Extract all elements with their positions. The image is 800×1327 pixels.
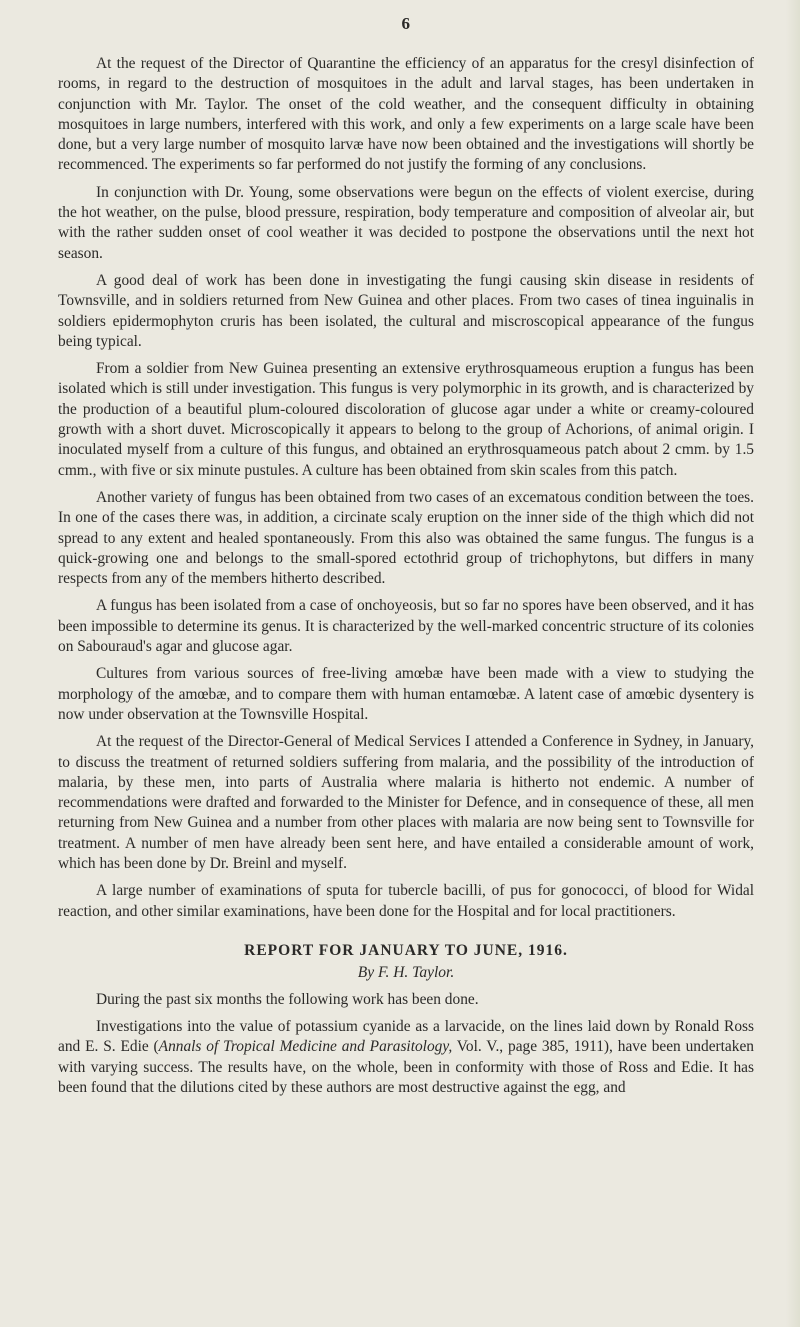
- paragraph-text-start: Investigations into the value of potassium cyanide as a larvacide, on the lines laid down by Ronald Ross and E. S. Edie (: [58, 1018, 754, 1056]
- paragraph-text-end: Vol. V., page 385, 1911), have been undertaken with varying success. The results have, on the whole, been in conformity with those of Ross and Edie. It has been found that the dilutions cited by these authors are most destructive against the egg, and: [58, 1038, 754, 1097]
- paragraph-onchoyeosis-fungus: A fungus has been isolated from a case of onchoyeosis, but so far no spores have been observed, and it has been impossible to determine its genus. It is characterized by the well-marked concentric structure of its colonies on Sabouraud's agar and glucose agar.: [58, 597, 754, 656]
- page-number: 6: [401, 14, 411, 33]
- paragraph-fungi-investigation: A good deal of work has been done in investigating the fungi causing skin disease in residents of Townsville, and in soldiers returned from New Guinea and other places. From two cases of tinea inguinalis in soldiers epidermophyton cruris has been isolated, the cultural and miscroscopical appearance of the fungus being typical.: [58, 271, 754, 350]
- paragraph-new-guinea-fungus: From a soldier from New Guinea presenting an extensive erythrosquameous eruption a fungus has been isolated which is still under investigation. This fungus is very polymorphic in its growth, and is characterized by the production of a beautiful plum-coloured discoloration of glucose agar under a white or creamy-coloured growth with a short duvet. Microscopically it appears to belong to the group of Achorions, of animal origin. I inoculated myself from a culture of this fungus, and obtained an erythrosquameous patch about 2 cmm. by 1.5 cmm., with five or six minute pustules. A culture has been obtained from skin scales from this patch.: [58, 360, 754, 479]
- paragraph-exercise-observations: In conjunction with Dr. Young, some observations were begun on the effects of violent exercise, during the hot weather, on the pulse, blood pressure, respiration, body temperature and composition of alveolar air, but with the rather sudden onset of cool weather it was decided to postpone the observations until the next hot season.: [58, 183, 754, 262]
- paragraph-potassium-cyanide: [58, 1017, 754, 1098]
- paragraph-examinations: A large number of examinations of sputa for tubercle bacilli, of pus for gonococci, of blood for Widal reaction, and other similar examinations, have been done for the Hospital and for local practitioners.: [58, 882, 754, 920]
- page-edge-shading: [786, 0, 800, 1327]
- paragraph-disinfection: At the request of the Director of Quarantine the efficiency of an apparatus for the cresyl disinfection of rooms, in regard to the destruction of mosquitoes in the adult and larval stages, has been undertaken in conjunction with Mr. Taylor. The onset of the cold weather, and the consequent difficulty in obtaining mosquitoes in large numbers, interfered with this work, and only a few experiments on a large scale have been done, but a very large number of mosquito larvæ have now been obtained and the investigations will shortly be recommenced. The experiments so far performed do not justify the forming of any conclusions.: [58, 55, 754, 174]
- paragraph-malaria-conference: At the request of the Director-General of Medical Services I attended a Conference in Sydney, in January, to discuss the treatment of returned soldiers suffering from malaria, and the possibility of the introduction of malaria, by these men, into parts of Australia where malaria is hitherto not endemic. A number of recommendations were drafted and forwarded to the Minister for Defence, and in consequence of these, all men returning from New Guinea and a number from other places with malaria are now being sent to Townsville for treatment. A number of men have already been sent here, and have entailed a considerable amount of work, which has been done by Dr. Breinl and myself.: [58, 733, 754, 872]
- report-byline: By F. H. Taylor.: [357, 963, 455, 981]
- paragraph-toe-fungus: Another variety of fungus has been obtained from two cases of an excematous condition between the toes. In one of the cases there was, in addition, a circinate scaly eruption on the inner side of the thigh which did not spread to any extent and healed spontaneously. From this also was obtained the same fungus. The fungus is a quick-growing one and belongs to the small-spored ectothrid group of trichophytons, but differs in many respects from any of the members hitherto described.: [58, 488, 754, 588]
- journal-title: Annals of Tropical Medicine and Parasitology,: [158, 1038, 453, 1056]
- paragraph-work-done: During the past six months the following work has been done.: [96, 990, 479, 1008]
- paragraph-amoebae-cultures: Cultures from various sources of free-living amœbæ have been made with a view to studying the morphology of the amœbæ, and to compare them with human entamœbæ. A latent case of amœbic dysentery is now under observation at the Townsville Hospital.: [58, 665, 754, 723]
- report-heading: REPORT FOR JANUARY TO JUNE, 1916.: [244, 941, 568, 959]
